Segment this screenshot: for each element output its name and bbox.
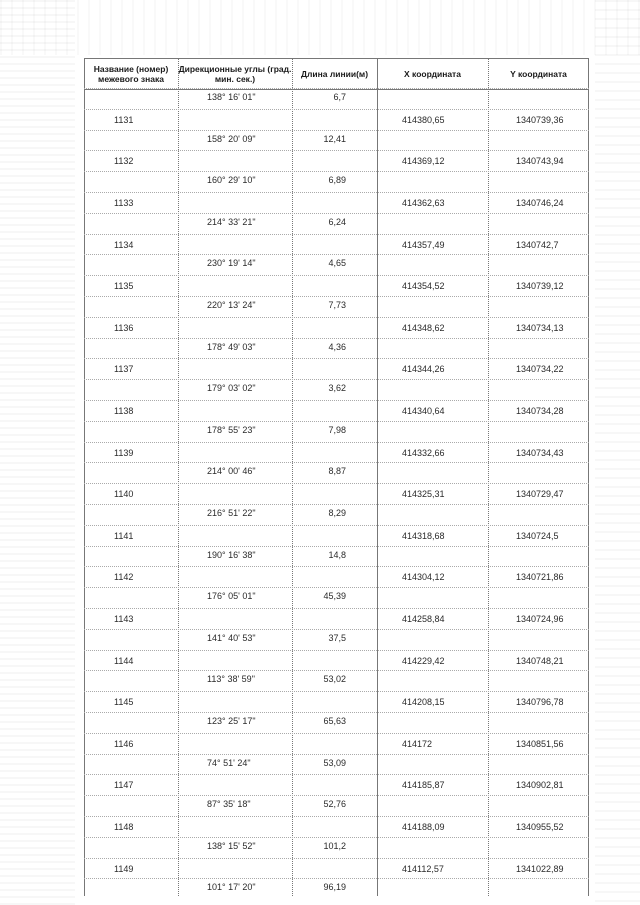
x-coordinate-cell: 414340,64: [402, 406, 445, 416]
row-divider: [84, 587, 589, 588]
row-divider: [84, 88, 589, 89]
y-coordinate-cell: 1340955,52: [516, 822, 564, 832]
y-coordinate-cell: 1340734,13: [516, 322, 564, 333]
boundary-mark-name-cell: 1147: [114, 780, 134, 791]
bearing-angle-cell: 123° 25' 17": [207, 716, 256, 726]
bearing-angle-cell: 214° 00' 46": [207, 466, 256, 477]
line-length-cell: 45,39: [323, 591, 346, 602]
bearing-angle-cell: 216° 51' 22": [207, 508, 256, 518]
bearing-angle-cell: 190° 16' 38": [207, 549, 256, 560]
row-divider: [84, 109, 589, 110]
row-divider: [84, 670, 589, 671]
line-length-cell: 101,2: [323, 840, 346, 851]
line-length-cell: 53,02: [323, 674, 346, 685]
boundary-mark-name-cell: 1141: [114, 530, 134, 541]
line-length-cell: 6,89: [328, 175, 346, 186]
column-rule: [588, 58, 589, 896]
x-coordinate-cell: 414304,12: [402, 572, 445, 583]
header-y-coordinate: Y координата: [510, 69, 567, 79]
boundary-coordinates-table: [84, 58, 589, 896]
header-line-length: Длина линии(м): [300, 69, 369, 79]
boundary-mark-name-cell: 1140: [114, 489, 134, 500]
line-length-cell: 52,76: [323, 799, 346, 810]
scan-noise-right: [595, 0, 640, 905]
row-divider: [84, 358, 589, 359]
line-length-cell: 53,09: [323, 757, 346, 768]
x-coordinate-cell: 414208,15: [402, 697, 445, 708]
bearing-angle-cell: 160° 29' 10": [207, 175, 256, 186]
column-rule: [178, 58, 179, 896]
bearing-angle-cell: 141° 40' 53": [207, 632, 256, 643]
bearing-angle-cell: 113° 38' 59": [207, 674, 255, 685]
bearing-angle-cell: 214° 33' 21": [207, 216, 256, 227]
row-divider: [84, 254, 589, 255]
boundary-mark-name-cell: 1143: [114, 614, 134, 624]
line-length-cell: 8,29: [328, 508, 346, 518]
y-coordinate-cell: 1340721,86: [516, 572, 564, 583]
row-divider: [84, 192, 589, 193]
y-coordinate-cell: 1341022,89: [516, 863, 564, 874]
row-divider: [84, 878, 589, 879]
row-divider: [84, 858, 589, 859]
column-rule: [377, 58, 378, 896]
table-header: [84, 58, 589, 90]
y-coordinate-cell: 1340724,5: [516, 530, 559, 541]
row-divider: [84, 754, 589, 755]
row-divider: [84, 733, 589, 734]
row-divider: [84, 629, 589, 630]
line-length-cell: 4,36: [328, 341, 346, 352]
bearing-angle-cell: 230° 19' 14": [207, 258, 256, 269]
x-coordinate-cell: 414318,68: [402, 530, 445, 541]
row-divider: [84, 317, 589, 318]
bearing-angle-cell: 74° 51' 24": [207, 757, 251, 768]
row-divider: [84, 275, 589, 276]
y-coordinate-cell: 1340743,94: [516, 156, 564, 167]
header-bearing-angle: Дирекционные углы (град. мин. сек.): [178, 64, 292, 84]
scan-noise-left: [0, 0, 75, 905]
header-x-coordinate: X координата: [404, 69, 461, 79]
y-coordinate-cell: 1340734,22: [516, 364, 564, 375]
boundary-mark-name-cell: 1138: [114, 406, 134, 416]
boundary-mark-name-cell: 1132: [114, 156, 134, 167]
y-coordinate-cell: 1340724,96: [516, 614, 564, 624]
line-length-cell: 96,19: [323, 882, 346, 893]
row-divider: [84, 608, 589, 609]
boundary-mark-name-cell: 1145: [114, 697, 134, 708]
boundary-mark-name-cell: 1144: [114, 655, 134, 666]
row-divider: [84, 774, 589, 775]
bearing-angle-cell: 179° 03' 02": [207, 383, 256, 394]
y-coordinate-cell: 1340746,24: [516, 198, 564, 208]
line-length-cell: 6,7: [333, 92, 346, 102]
boundary-mark-name-cell: 1149: [114, 863, 134, 874]
bearing-angle-cell: 178° 55' 23": [207, 424, 256, 435]
bearing-angle-cell: 101° 17' 20": [207, 882, 256, 893]
row-divider: [84, 816, 589, 817]
row-divider: [84, 462, 589, 463]
line-length-cell: 6,24: [328, 216, 346, 227]
scan-noise-top: [0, 0, 640, 55]
row-divider: [84, 234, 589, 235]
x-coordinate-cell: 414332,66: [402, 447, 445, 458]
row-divider: [84, 525, 589, 526]
row-divider: [84, 442, 589, 443]
row-divider: [84, 338, 589, 339]
line-length-cell: 4,65: [328, 258, 346, 269]
y-coordinate-cell: 1340748,21: [516, 655, 564, 666]
y-coordinate-cell: 1340734,43: [516, 447, 564, 458]
bearing-angle-cell: 176° 05' 01": [207, 591, 256, 602]
x-coordinate-cell: 414112,57: [402, 863, 444, 874]
line-length-cell: 12,41: [323, 133, 346, 144]
y-coordinate-cell: 1340734,28: [516, 406, 564, 416]
row-divider: [84, 650, 589, 651]
bearing-angle-cell: 138° 16' 01": [207, 92, 256, 102]
line-length-cell: 3,62: [328, 383, 346, 394]
line-length-cell: 7,98: [328, 424, 346, 435]
row-divider: [84, 504, 589, 505]
row-divider: [84, 483, 589, 484]
row-divider: [84, 566, 589, 567]
y-coordinate-cell: 1340796,78: [516, 697, 564, 708]
row-divider: [84, 130, 589, 131]
column-rule: [292, 58, 293, 896]
row-divider: [84, 421, 589, 422]
x-coordinate-cell: 414362,63: [402, 198, 445, 208]
row-divider: [84, 837, 589, 838]
line-length-cell: 65,63: [323, 716, 346, 726]
y-coordinate-cell: 1340902,81: [516, 780, 564, 791]
row-divider: [84, 691, 589, 692]
bearing-angle-cell: 158° 20' 09": [207, 133, 256, 144]
row-divider: [84, 213, 589, 214]
row-divider: [84, 712, 589, 713]
y-coordinate-cell: 1340851,56: [516, 738, 564, 749]
x-coordinate-cell: 414369,12: [402, 156, 445, 167]
header-mark-name: Название (номер) межевого знака: [93, 64, 169, 84]
row-divider: [84, 171, 589, 172]
bearing-angle-cell: 220° 13' 24": [207, 300, 256, 310]
column-rule: [84, 58, 85, 896]
line-length-cell: 37,5: [328, 632, 346, 643]
boundary-mark-name-cell: 1148: [114, 822, 134, 832]
row-divider: [84, 546, 589, 547]
x-coordinate-cell: 414172: [402, 738, 433, 749]
x-coordinate-cell: 414185,87: [402, 780, 445, 791]
bearing-angle-cell: 138° 15' 52": [207, 840, 256, 851]
y-coordinate-cell: 1340739,12: [516, 281, 564, 292]
boundary-mark-name-cell: 1134: [114, 239, 134, 250]
column-rule: [488, 58, 489, 896]
x-coordinate-cell: 414188,09: [402, 822, 445, 832]
row-divider: [84, 296, 589, 297]
line-length-cell: 14,8: [328, 549, 346, 560]
boundary-mark-name-cell: 1139: [114, 447, 134, 458]
boundary-mark-name-cell: 1135: [114, 281, 134, 292]
boundary-mark-name-cell: 1131: [114, 114, 134, 125]
x-coordinate-cell: 414380,65: [402, 114, 445, 125]
y-coordinate-cell: 1340739,36: [516, 114, 564, 125]
x-coordinate-cell: 414229,42: [402, 655, 445, 666]
x-coordinate-cell: 414344,26: [402, 364, 445, 375]
x-coordinate-cell: 414354,52: [402, 281, 445, 292]
x-coordinate-cell: 414258,84: [402, 614, 445, 624]
x-coordinate-cell: 414325,31: [402, 489, 445, 500]
row-divider: [84, 150, 589, 151]
bearing-angle-cell: 178° 49' 03": [207, 341, 256, 352]
boundary-mark-name-cell: 1142: [114, 572, 134, 583]
x-coordinate-cell: 414348,62: [402, 322, 445, 333]
row-divider: [84, 400, 589, 401]
line-length-cell: 7,73: [328, 300, 346, 310]
x-coordinate-cell: 414357,49: [402, 239, 445, 250]
row-divider: [84, 379, 589, 380]
line-length-cell: 8,87: [328, 466, 346, 477]
boundary-mark-name-cell: 1146: [114, 738, 134, 749]
row-divider: [84, 795, 589, 796]
bearing-angle-cell: 87° 35' 18": [207, 799, 251, 810]
boundary-mark-name-cell: 1133: [114, 198, 134, 208]
boundary-mark-name-cell: 1137: [114, 364, 134, 375]
boundary-mark-name-cell: 1136: [114, 322, 134, 333]
y-coordinate-cell: 1340742,7: [516, 239, 559, 250]
y-coordinate-cell: 1340729,47: [516, 489, 564, 500]
